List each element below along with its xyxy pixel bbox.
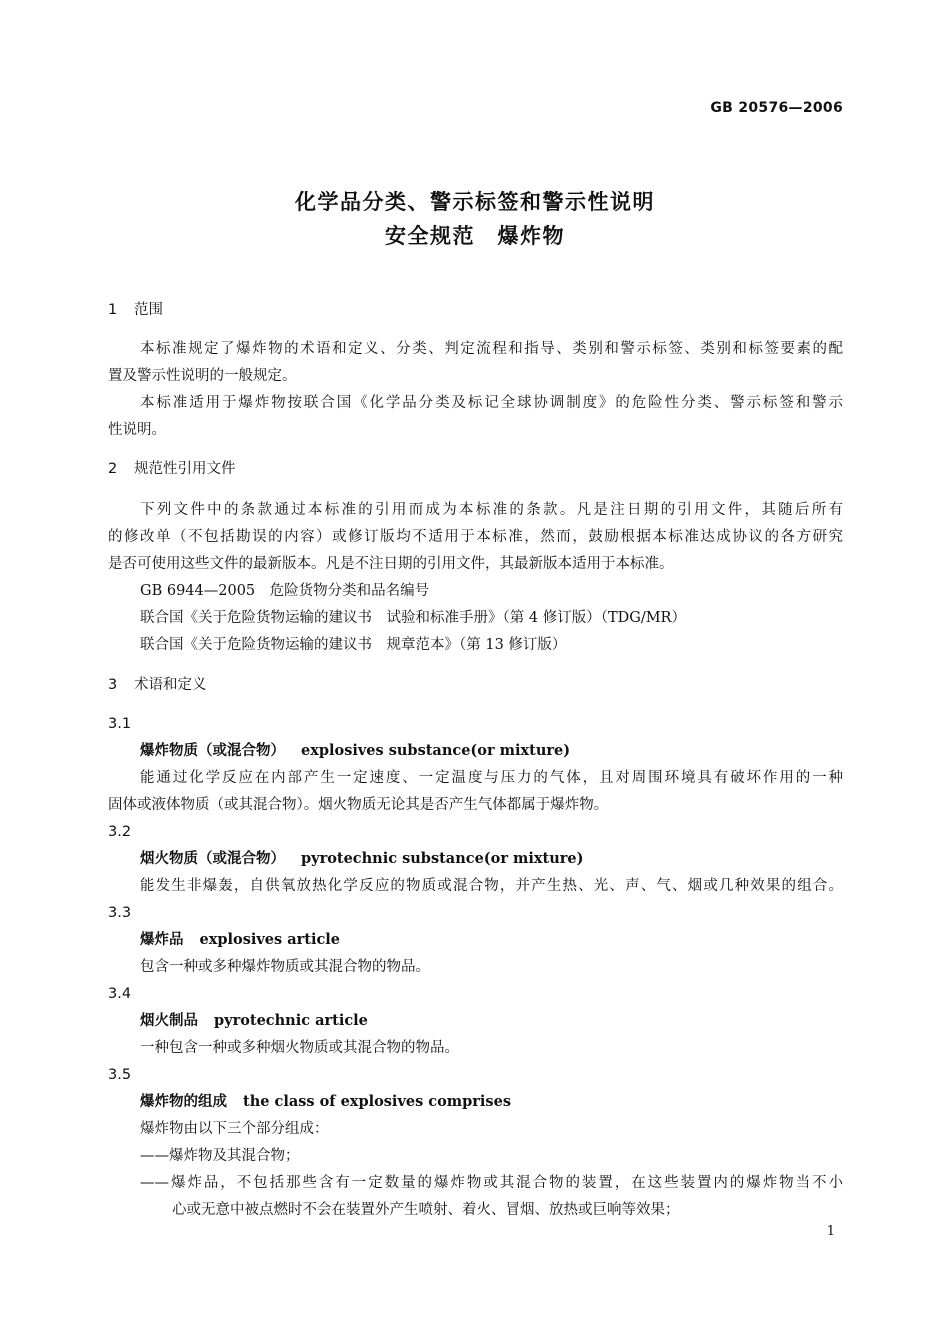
document-title-line1: 化学品分类、警示标签和警示性说明 (295, 190, 655, 214)
section-number: 2 (108, 461, 118, 477)
definition-line: 能通过化学反应在内部产生一定速度、一定温度与压力的气体，且对周围环境具有破坏作用的一种 (140, 770, 843, 786)
section-1-heading (108, 300, 843, 320)
definition-line: 固体或液体物质（或其混合物）。烟火物质无论其是否产生气体都属于爆炸物。 (108, 797, 609, 813)
list-item: ——爆炸品，不包括那些含有一定数量的爆炸物或其混合物的装置，在这些装置内的爆炸物当不小 (140, 1175, 843, 1191)
reference-item: 联合国《关于危险货物运输的建议书 规章范本》（第 13 修订版） (140, 637, 567, 653)
term-english: pyrotechnic article (214, 1012, 368, 1029)
paragraph-line: 本标准适用于爆炸物按联合国《化学品分类及标记全球协调制度》的危险性分类、警示标签和警示 (140, 395, 843, 411)
definition-line: 包含一种或多种爆炸物质或其混合物的物品。 (140, 959, 430, 975)
term-heading (140, 930, 843, 950)
paragraph-line: 置及警示性说明的一般规定。 (108, 368, 297, 384)
term-heading (140, 849, 843, 869)
term-chinese: 烟火物质（或混合物） (140, 851, 285, 867)
term-english: explosives substance(or mixture) (301, 742, 571, 759)
clause-number: 3.4 (108, 986, 132, 1002)
section-number: 3 (108, 677, 118, 693)
term-chinese: 爆炸物的组成 (140, 1094, 227, 1110)
section-title: 范围 (134, 302, 163, 318)
term-heading (140, 1011, 843, 1031)
section-title: 规范性引用文件 (134, 461, 236, 477)
page-number: 1 (826, 1224, 835, 1239)
reference-item: GB 6944—2005 危险货物分类和品名编号 (140, 583, 430, 599)
definition-line: 一种包含一种或多种烟火物质或其混合物的物品。 (140, 1040, 459, 1056)
clause-number: 3.1 (108, 716, 132, 732)
clause-number: 3.2 (108, 824, 132, 840)
term-english: pyrotechnic substance(or mixture) (301, 850, 584, 867)
term-chinese: 爆炸物质（或混合物） (140, 743, 285, 759)
list-item-continuation: 心或无意中被点燃时不会在装置外产生喷射、着火、冒烟、放热或巨响等效果； (172, 1202, 680, 1218)
term-heading (140, 1092, 843, 1112)
paragraph-line: 本标准规定了爆炸物的术语和定义、分类、判定流程和指导、类别和警示标签、类别和标签要素的配 (140, 341, 843, 357)
definition-line: 爆炸物由以下三个部分组成： (140, 1121, 329, 1137)
section-3-heading (108, 675, 843, 695)
term-heading (140, 741, 843, 761)
term-english: explosives article (199, 931, 341, 948)
term-chinese: 爆炸品 (140, 932, 184, 948)
paragraph-line: 下列文件中的条款通过本标准的引用而成为本标准的条款。凡是注日期的引用文件，其随后所有 (140, 502, 843, 518)
reference-item: 联合国《关于危险货物运输的建议书 试验和标准手册》（第 4 修订版）（TDG/MR） (140, 610, 686, 626)
document-title-line2: 安全规范 爆炸物 (385, 224, 565, 248)
standard-code: GB 20576—2006 (710, 100, 843, 116)
definition-line: 能发生非爆轰，自供氧放热化学反应的物质或混合物，并产生热、光、声、气、烟或几种效果的组合。 (140, 878, 843, 894)
list-item: ——爆炸物及其混合物； (140, 1148, 300, 1164)
section-number: 1 (108, 302, 118, 318)
clause-number: 3.5 (108, 1067, 132, 1083)
term-chinese: 烟火制品 (140, 1013, 198, 1029)
paragraph-line: 的修改单（不包括勘误的内容）或修订版均不适用于本标准，然而，鼓励根据本标准达成协议的各方研究 (108, 529, 843, 545)
clause-number: 3.3 (108, 905, 132, 921)
paragraph-line: 性说明。 (108, 422, 166, 438)
term-english: the class of explosives comprises (243, 1093, 511, 1110)
paragraph-line: 是否可使用这些文件的最新版本。凡是不注日期的引用文件，其最新版本适用于本标准。 (108, 556, 674, 572)
section-title: 术语和定义 (134, 677, 207, 693)
section-2-heading (108, 459, 843, 479)
